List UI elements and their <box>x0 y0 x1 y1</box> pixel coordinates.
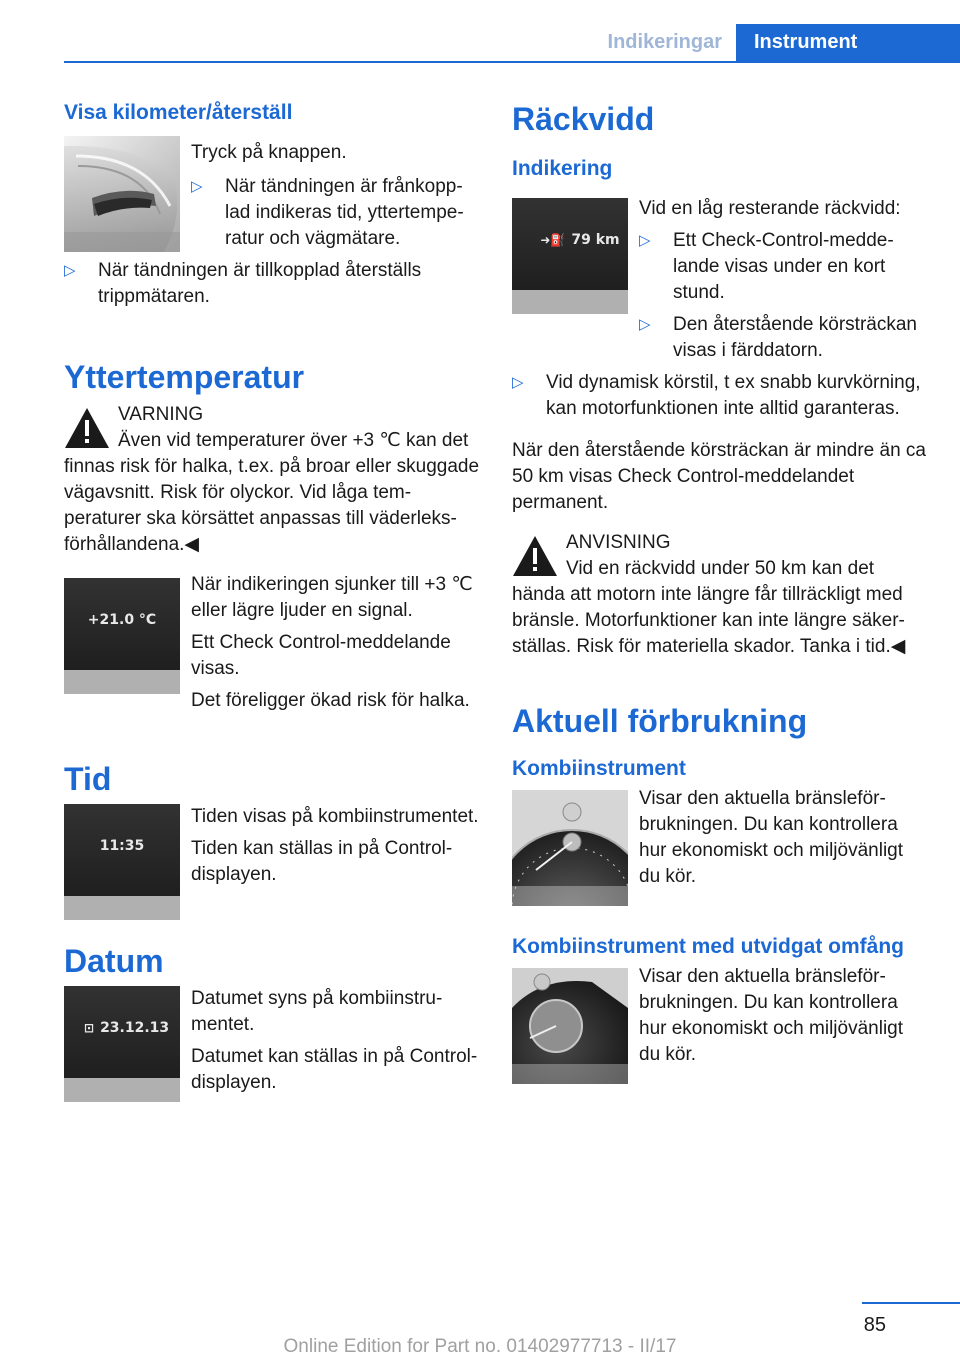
section-datum <box>64 942 480 1102</box>
heading-rackvidd: Räckvidd <box>512 101 655 137</box>
tab-indikeringar[interactable]: Indikeringar <box>607 31 722 53</box>
list-item <box>639 228 928 306</box>
warning-icon <box>512 534 558 578</box>
rackvidd-intro: Vid en låg resterande räckvidd: <box>639 198 901 219</box>
datum-p2: Datumet kan ställas in på Control-displayen. <box>191 1046 478 1093</box>
heading-datum: Datum <box>64 943 164 979</box>
gauge-image <box>512 790 628 906</box>
list-item <box>64 258 480 310</box>
tab-instrument[interactable]: Instrument <box>736 24 960 61</box>
right-column <box>512 100 928 1084</box>
rackvidd-p1: När den återstående körsträckan är mindre än ca 50 km visas Check Control-meddelandet permanent. <box>512 440 926 513</box>
heading-indikering: Indikering <box>512 157 613 180</box>
extended-gauge-image <box>512 968 628 1084</box>
tid-p2: Tiden kan ställas in på Control-displayen. <box>191 838 453 885</box>
time-display-image <box>64 804 180 920</box>
page-number: 85 <box>863 1314 886 1336</box>
fuel-pump-icon: ➜⛽ <box>540 233 566 247</box>
warning-box <box>64 402 480 558</box>
heading-kombiinstrument: Kombiinstrument <box>512 757 686 780</box>
heading-yttertemperatur: Yttertemperatur <box>64 359 305 395</box>
warning-text: Även vid temperaturer över +3 ℃ kan det finnas risk för halka, t.ex. på broar eller skuggade vägavsnitt. Risk för olyckor. Vid låga temperaturer ska körsättet anpassas till väderleksförhållandena.◀ <box>64 430 480 555</box>
range-display-image <box>512 198 628 314</box>
triangle-bullet-icon: ▷ <box>64 262 76 279</box>
note-box <box>512 530 928 660</box>
calendar-icon: ⊡ <box>84 1021 95 1035</box>
heading-aktuell-forbrukning: Aktuell förbrukning <box>512 703 808 739</box>
section-visa-kilometer <box>64 100 480 310</box>
warning-label: VARNING <box>118 404 204 425</box>
heading-tid: Tid <box>64 761 112 797</box>
heading-visa-kilometer: Visa kilometer/återställ <box>64 101 293 124</box>
ytter-p3: Det föreligger ökad risk för halka. <box>191 690 470 711</box>
range-display-value: 79 km <box>571 232 620 248</box>
left-column <box>64 100 480 1102</box>
page-header <box>0 24 960 62</box>
time-display-value: 11:35 <box>99 838 145 854</box>
ytter-p1: När indikeringen sjunker till +3 ℃ eller lägre ljuder en signal. <box>191 574 473 621</box>
section-yttertemperatur <box>64 358 480 714</box>
rackvidd-bullet-2: Den återstående körsträckan visas i färddatorn. <box>673 314 917 361</box>
note-text: Vid en räckvidd under 50 km kan det hända att motorn inte längre får tillräckligt med bränsle. Motorfunktioner kan inte längre säkerställas. Risk för materiella skador. Tanka i tid.◀ <box>512 558 906 657</box>
date-display-image <box>64 986 180 1102</box>
header-rule <box>64 61 960 63</box>
list-item <box>191 174 480 252</box>
triangle-bullet-icon: ▷ <box>512 374 524 391</box>
rackvidd-bullet-1: Ett Check-Control-meddelande visas under en kort stund. <box>673 230 894 303</box>
temperature-display-value: +21.0 °C <box>87 612 157 628</box>
reset-button-image <box>64 136 180 252</box>
visa-intro: Tryck på knappen. <box>191 142 347 163</box>
footer-rule <box>862 1302 960 1304</box>
ytter-p2: Ett Check Control-meddelande visas. <box>191 632 451 679</box>
triangle-bullet-icon: ▷ <box>639 316 651 333</box>
section-rackvidd <box>512 100 928 660</box>
date-display-value: 23.12.13 <box>100 1020 170 1036</box>
datum-p1: Datumet syns på kombiinstrumentet. <box>191 988 443 1035</box>
heading-kombiinstrument-utvidgat: Kombiinstrument med utvidgat omfång <box>512 935 905 958</box>
section-tid <box>64 760 480 920</box>
aktuell-p1: Visar den aktuella bränsleförbrukningen. Du kan kontrollera hur ekonomiskt och miljövänligt du kör. <box>639 788 904 887</box>
aktuell-p2: Visar den aktuella bränsleförbrukningen. Du kan kontrollera hur ekonomiskt och miljövänligt du kör. <box>639 966 904 1065</box>
tid-p1: Tiden visas på kombiinstrumentet. <box>191 806 479 827</box>
footer-edition: Online Edition for Part no. 01402977713 - II/17 <box>283 1336 677 1357</box>
visa-bullet-2: När tändningen är tillkopplad återställs trippmätaren. <box>98 260 422 307</box>
section-aktuell-forbrukning <box>512 702 928 1084</box>
triangle-bullet-icon: ▷ <box>639 232 651 249</box>
rackvidd-bullet-wide: Vid dynamisk körstil, t ex snabb kurvkörning, kan motorfunktionen inte alltid garanteras. <box>546 372 921 419</box>
list-item <box>639 312 928 364</box>
temperature-display-image <box>64 578 180 694</box>
note-label: ANVISNING <box>566 532 671 553</box>
triangle-bullet-icon: ▷ <box>191 178 203 195</box>
visa-bullet-1: När tändningen är frånkopplad indikeras tid, yttertemperatur och vägmätare. <box>225 176 464 249</box>
list-item <box>512 370 928 422</box>
warning-icon <box>64 406 110 450</box>
